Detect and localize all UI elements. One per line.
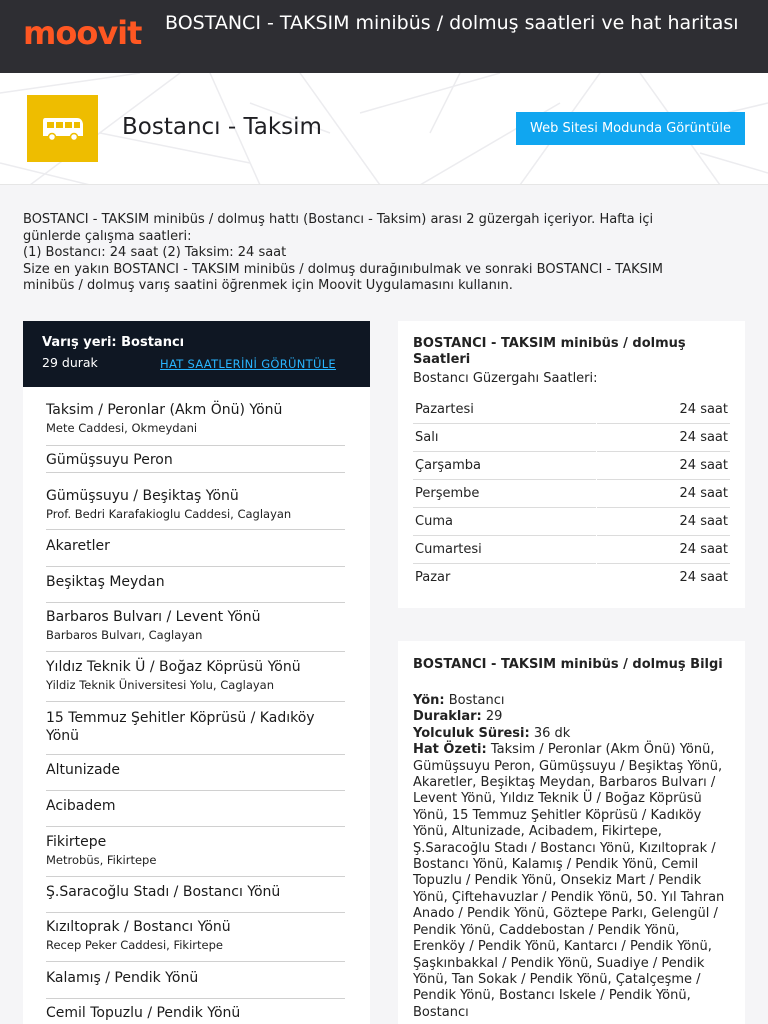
- web-mode-button[interactable]: Web Sitesi Modunda Görüntüle: [516, 112, 745, 145]
- stop-address: Mete Caddesi, Okmeydani: [46, 421, 198, 435]
- stop-name: Barbaros Bulvarı / Levent Yönü: [46, 609, 261, 625]
- schedule-row: [413, 396, 730, 424]
- stops-panel: [23, 321, 370, 1024]
- summary-label: Hat Özeti:: [413, 742, 487, 758]
- schedule-hours: 24 saat: [679, 570, 728, 585]
- row-divider: [596, 564, 597, 592]
- stop-name: Altunizade: [46, 762, 121, 778]
- stop-name: Gümüşsuyu / Beşiktaş Yönü: [46, 488, 239, 504]
- top-bar: [0, 0, 768, 73]
- direction-row: [413, 693, 733, 709]
- stop-address: Metrobüs, Fikirtepe: [46, 853, 157, 867]
- schedule-hours: 24 saat: [679, 430, 728, 445]
- summary-value: Taksim / Peronlar (Akm Önü) Yönü, Gümüşsuyu Peron, Gümüşsuyu / Beşiktaş Yönü, Akaretler, Beşiktaş Meydan, Barbaros Bulvarı / Levent Yönü, Yıldız Teknik Ü / Boğaz Köprüsü Yönü, 15 Temmuz Şehitler Köprüsü / Kadıköy Yönü, Altunizade, Acibadem, Fikirtepe, Ş.Saracoğlu Stadı / Bostancı Yönü, Kızıltoprak / Bostancı Yönü, Kalamış / Pendik Yönü, Cemil Topuzlu / Pendik Yönü, Onsekiz Mart / Pendik Yönü, Çiftehavuzlar / Pendik Yönü, 50. Yıl Tahran Anado / Pendik Yönü, Göztepe Parkı, Gelengül / Pendik Yönü, Caddebostan / Pendik Yönü, Erenköy / Pendik Yönü, Kantarcı / Pendik Yönü, Şaşkınbakkal / Pendik Yönü, Suadiye / Pendik Yönü, Tan Sokak / Pendik Yönü, Çatalçeşme / Pendik Yönü, Bostancı Iskele / Pendik Yönü, Bostancı: [413, 742, 725, 1020]
- stop-item[interactable]: [46, 883, 345, 913]
- minibus-icon: [41, 115, 85, 143]
- stop-item[interactable]: [46, 487, 345, 530]
- stop-name: Acibadem: [46, 798, 116, 814]
- stop-item[interactable]: [46, 918, 345, 962]
- description-line: BOSTANCI - TAKSIM minibüs / dolmuş hattı (Bostancı - Taksim) arası 2 güzergah içeriyor. Hafta içi günlerde çalışma saatleri:: [23, 212, 654, 244]
- stop-item[interactable]: [46, 709, 345, 755]
- stop-name: Akaretler: [46, 538, 110, 554]
- stop-name: Yıldız Teknik Ü / Boğaz Köprüsü Yönü: [46, 659, 301, 675]
- stop-name: Fikirtepe: [46, 834, 107, 850]
- line-type-badge: [27, 95, 98, 162]
- stop-name: Kızıltoprak / Bostancı Yönü: [46, 919, 231, 935]
- direction-label: Yön:: [413, 693, 445, 708]
- stop-name: Ş.Saracoğlu Stadı / Bostancı Yönü: [46, 884, 281, 900]
- stop-item[interactable]: [46, 608, 345, 652]
- stop-name: Cemil Topuzlu / Pendik Yönü: [46, 1005, 241, 1021]
- schedule-hours: 24 saat: [679, 458, 728, 473]
- schedule-day: Cuma: [415, 514, 453, 529]
- stop-name: Gümüşsuyu Peron: [46, 452, 173, 468]
- schedule-row: [413, 480, 730, 508]
- info-title: BOSTANCI - TAKSIM minibüs / dolmuş Bilgi: [413, 657, 723, 672]
- stops-value: 29: [485, 709, 503, 725]
- stop-item[interactable]: [46, 537, 345, 567]
- stops-panel-header: [23, 321, 370, 387]
- duration-row: [413, 726, 733, 742]
- duration-label: Yolculuk Süresi:: [413, 725, 530, 741]
- schedule-day: Perşembe: [415, 486, 480, 501]
- line-name: Bostancı - Taksim: [122, 114, 322, 140]
- schedule-day: Çarşamba: [415, 458, 482, 473]
- stop-count: 29 durak: [42, 355, 98, 370]
- stop-name: 15 Temmuz Şehitler Köprüsü / Kadıköy Yönü: [46, 710, 315, 744]
- schedule-hours: 24 saat: [679, 514, 728, 529]
- schedule-hours: 24 saat: [679, 486, 728, 501]
- info-body: [413, 693, 733, 1021]
- stop-item[interactable]: [46, 401, 345, 446]
- schedule-title: BOSTANCI - TAKSIM minibüs / dolmuş Saatleri: [413, 336, 686, 367]
- row-divider: [596, 508, 597, 536]
- schedule-day: Pazar: [415, 570, 451, 585]
- line-info-panel: [398, 641, 745, 1024]
- duration-value: 36 dk: [533, 725, 571, 741]
- row-divider: [596, 452, 597, 480]
- schedule-panel: [398, 321, 745, 608]
- row-divider: [596, 480, 597, 508]
- stops-label: Duraklar:: [413, 709, 482, 725]
- stop-name: Beşiktaş Meydan: [46, 574, 165, 590]
- stop-item[interactable]: [46, 969, 345, 999]
- schedule-row: [413, 564, 730, 592]
- row-divider: [596, 424, 597, 452]
- direction-value: Bostancı: [448, 693, 505, 708]
- stop-item[interactable]: [46, 833, 345, 877]
- stop-address: Yildiz Teknik Üniversitesi Yolu, Caglayan: [46, 678, 275, 692]
- row-divider: [596, 396, 597, 424]
- stop-item[interactable]: [46, 761, 345, 791]
- schedule-day: Pazartesi: [415, 402, 474, 417]
- stop-address: Prof. Bedri Karafakioglu Caddesi, Caglayan: [46, 507, 292, 521]
- stop-name: Taksim / Peronlar (Akm Önü) Yönü: [46, 402, 283, 418]
- description-line: Size en yakın BOSTANCI - TAKSIM minibüs / dolmuş durağınıbulmak ve sonraki BOSTANCI - TAKSIM minibüs / dolmuş varış saatini öğrenmek için Moovit Uygulamasını kullanın.: [23, 261, 663, 293]
- stop-address: Barbaros Bulvarı, Caglayan: [46, 628, 203, 642]
- schedule-row: [413, 536, 730, 564]
- page-title: BOSTANCI - TAKSIM minibüs / dolmuş saatleri ve hat haritası: [165, 12, 739, 34]
- schedule-day: Cumartesi: [415, 542, 482, 557]
- description-line: (1) Bostancı: 24 saat (2) Taksim: 24 saat: [23, 245, 287, 260]
- moovit-logo[interactable]: moovit: [23, 14, 142, 52]
- schedule-row: [413, 424, 730, 452]
- stop-name: Kalamış / Pendik Yönü: [46, 970, 199, 986]
- schedule-subtitle: Bostancı Güzergahı Saatleri:: [413, 371, 598, 386]
- stop-item[interactable]: [46, 658, 345, 702]
- stop-item[interactable]: [46, 573, 345, 603]
- stop-item[interactable]: [46, 451, 345, 473]
- line-hero: [0, 73, 768, 185]
- schedule-hours: 24 saat: [679, 542, 728, 557]
- stop-item[interactable]: [46, 1004, 345, 1024]
- row-divider: [596, 536, 597, 564]
- destination-label: Varış yeri: Bostancı: [42, 335, 185, 350]
- schedule-row: [413, 508, 730, 536]
- view-timetable-link[interactable]: HAT SAATLERİNİ GÖRÜNTÜLE: [160, 357, 336, 371]
- stop-address: Recep Peker Caddesi, Fikirtepe: [46, 938, 223, 952]
- schedule-row: [413, 452, 730, 480]
- stops-row: [413, 709, 733, 725]
- schedule-day: Salı: [415, 430, 439, 445]
- summary-row: [413, 742, 733, 1021]
- schedule-hours: 24 saat: [679, 402, 728, 417]
- line-description: [23, 212, 703, 295]
- stop-item[interactable]: [46, 797, 345, 827]
